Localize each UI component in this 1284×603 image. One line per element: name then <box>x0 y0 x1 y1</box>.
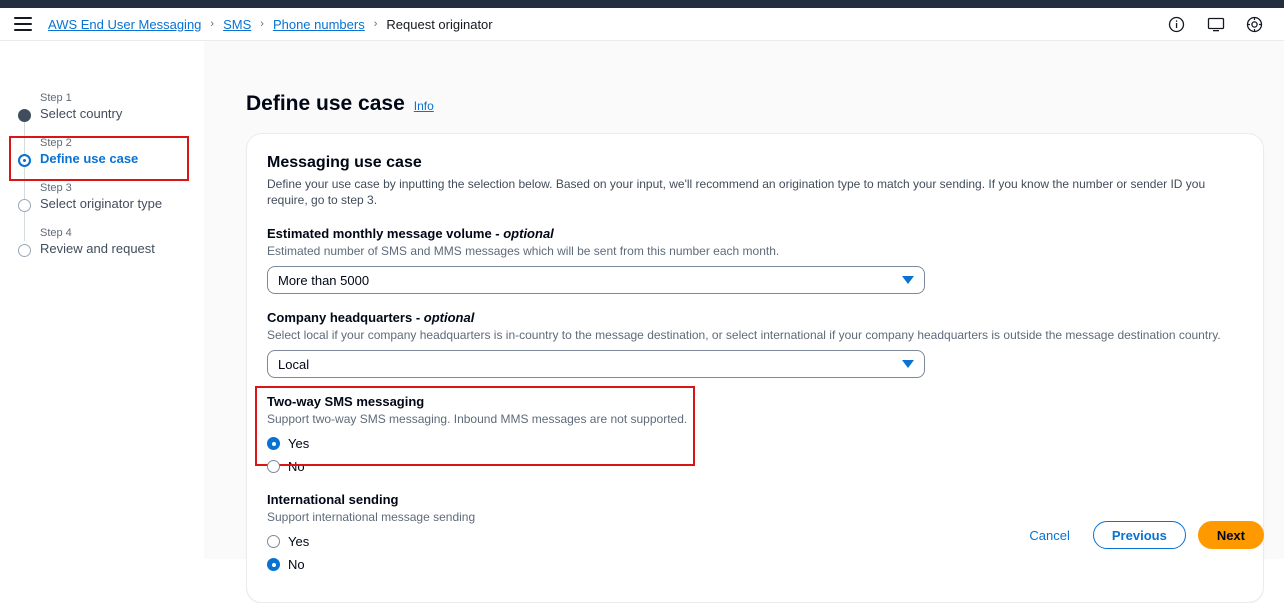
wizard-footer-actions <box>1018 521 1264 549</box>
top-bar <box>0 0 1284 8</box>
card-title: Messaging use case <box>267 154 422 171</box>
card-description: Define your use case by inputting the selection below. Based on your input, we'll recommend an origination type to match your sending. If you know the number or sender ID you require, go to step 3. <box>267 177 1206 207</box>
nav-icons <box>1167 15 1270 34</box>
radio-label: Yes <box>288 436 310 451</box>
field-label-volume-text: Estimated monthly message volume - <box>267 226 504 241</box>
radio-label: Yes <box>288 534 310 549</box>
wizard-step-select-country[interactable] <box>0 91 204 136</box>
select-company-headquarters[interactable] <box>267 350 925 378</box>
field-label-headquarters <box>267 310 1243 325</box>
chevron-down-icon <box>902 360 914 368</box>
wizard-step-dot-icon <box>18 199 31 212</box>
radio-two-way-sms-no[interactable] <box>267 457 1243 476</box>
select-monthly-volume[interactable] <box>267 266 925 294</box>
wizard-step-number: Step 4 <box>40 227 72 239</box>
info-link[interactable]: Info <box>413 99 434 113</box>
cancel-button[interactable]: Cancel <box>1018 521 1080 549</box>
page-layout <box>0 41 1284 572</box>
field-two-way-sms <box>267 394 1243 476</box>
field-description-two-way-sms: Support two-way SMS messaging. Inbound MMS messages are not supported. <box>267 412 688 426</box>
breadcrumb-item-request-originator: Request originator <box>386 16 493 32</box>
wizard-step-dot-icon <box>18 109 31 122</box>
breadcrumb-bar <box>0 8 1284 41</box>
page-title: Define use case <box>246 92 405 115</box>
field-description-volume: Estimated number of SMS and MMS messages which will be sent from this number each month. <box>267 244 780 258</box>
radio-two-way-sms-yes[interactable] <box>267 434 1243 453</box>
field-label-volume <box>267 226 1243 241</box>
field-description-headquarters: Select local if your company headquarters is in-country to the message destination, or select international if your company headquarters is outside the message destination country. <box>267 328 1221 342</box>
select-company-headquarters-value: Local <box>278 356 310 372</box>
radio-label: No <box>288 557 305 572</box>
chevron-down-icon <box>902 276 914 284</box>
radio-label: No <box>288 459 305 474</box>
wizard-step-number: Step 1 <box>40 92 72 104</box>
field-label-headquarters-optional: optional <box>423 310 475 325</box>
info-circle-icon[interactable] <box>1167 15 1186 34</box>
field-label-international-sending: International sending <box>267 492 399 507</box>
wizard-step-number: Step 3 <box>40 182 72 194</box>
previous-button[interactable]: Previous <box>1093 521 1186 549</box>
radio-icon <box>267 437 280 450</box>
field-estimated-monthly-volume <box>267 226 1243 294</box>
breadcrumb-item-phone-numbers[interactable]: Phone numbers <box>272 16 365 32</box>
field-label-two-way-sms: Two-way SMS messaging <box>267 394 425 409</box>
screen-icon[interactable] <box>1206 15 1225 34</box>
radio-icon <box>267 535 280 548</box>
wizard-step-define-use-case[interactable] <box>0 136 204 181</box>
field-description-international-sending: Support international message sending <box>267 510 476 524</box>
breadcrumb-separator-icon: › <box>210 18 215 30</box>
field-label-headquarters-text: Company headquarters - <box>267 310 424 325</box>
wizard-step-dot-icon <box>18 244 31 257</box>
wizard-step-label[interactable]: Select originator type <box>40 196 163 211</box>
breadcrumb-separator-icon: › <box>260 18 264 30</box>
wizard-step-select-originator-type[interactable] <box>0 181 204 226</box>
wizard-navigation <box>0 41 204 559</box>
wizard-step-label[interactable]: Review and request <box>40 241 155 256</box>
page-header <box>246 91 1264 116</box>
wizard-step-dot-icon <box>18 154 31 167</box>
breadcrumb-item-aws-end-user-messaging[interactable]: AWS End User Messaging <box>48 16 202 32</box>
field-label-volume-optional: optional <box>503 226 554 241</box>
wizard-step-review-and-request[interactable] <box>0 226 204 271</box>
hamburger-menu-icon[interactable] <box>14 17 32 31</box>
wizard-step-label[interactable]: Define use case <box>40 151 139 166</box>
breadcrumb <box>48 17 493 32</box>
wizard-step-label[interactable]: Select country <box>40 106 123 121</box>
next-button[interactable]: Next <box>1198 521 1264 549</box>
breadcrumb-separator-icon: › <box>373 18 378 30</box>
field-company-headquarters <box>267 310 1243 378</box>
radio-group-two-way-sms <box>267 434 1243 476</box>
settings-gear-icon[interactable] <box>1245 15 1264 34</box>
wizard-step-number: Step 2 <box>40 137 72 149</box>
radio-icon <box>267 558 280 571</box>
radio-icon <box>267 460 280 473</box>
main-content <box>204 41 1284 572</box>
breadcrumb-item-sms[interactable]: SMS <box>223 16 252 32</box>
select-monthly-volume-value: More than 5000 <box>278 272 370 288</box>
radio-international-sending-no[interactable] <box>267 555 1243 574</box>
